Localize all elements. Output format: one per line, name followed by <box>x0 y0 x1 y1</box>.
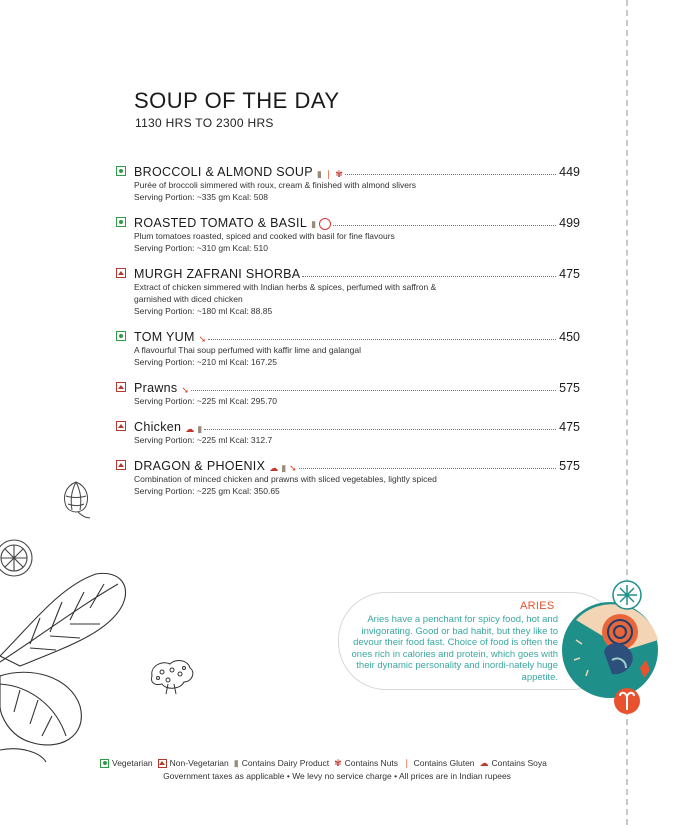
legend-label: Non-Vegetarian <box>169 758 229 768</box>
menu-item-serving: Serving Portion: ~225 gm Kcal: 350.65 <box>134 486 280 496</box>
menu-item-price: 575 <box>559 459 580 473</box>
gluten-icon: ❘ <box>403 757 411 768</box>
legend-non-vegetarian <box>158 758 229 768</box>
nonveg-mark-icon <box>116 421 126 431</box>
menu-item-description: Plum tomatoes roasted, spiced and cooked with basil for fine flavours <box>134 231 395 241</box>
legend-gluten <box>403 758 475 768</box>
menu-item <box>116 162 580 203</box>
dairy-icon: ▮ <box>281 463 287 473</box>
aries-title: ARIES <box>520 600 555 612</box>
veg-mark-icon <box>116 166 126 176</box>
dotted-leader <box>208 339 556 340</box>
dietary-icons <box>317 170 343 179</box>
menu-item-row <box>116 213 580 230</box>
veg-mark-icon <box>116 331 126 341</box>
menu-item-serving: Serving Portion: ~225 ml Kcal: 312.7 <box>134 435 273 445</box>
legend-dairy <box>234 758 329 768</box>
dairy-icon: ▮ <box>311 218 317 229</box>
menu-item <box>116 378 580 407</box>
chili-icon: ➘ <box>198 334 207 344</box>
legend-label: Contains Gluten <box>413 758 475 768</box>
veg-mark-icon <box>100 759 109 768</box>
chili-icon: ➘ <box>181 385 190 395</box>
menu-item-row <box>116 456 580 473</box>
veg-mark-icon <box>116 217 126 227</box>
menu-item <box>116 213 580 254</box>
dietary-icons <box>199 335 207 344</box>
aries-ram-illustration <box>556 580 668 716</box>
dietary-icons <box>311 218 331 230</box>
chili-icon: ➘ <box>289 463 297 473</box>
menu-item-name: MURGH ZAFRANI SHORBA <box>134 267 301 281</box>
menu-item <box>116 327 580 368</box>
nonveg-mark-icon <box>116 268 126 278</box>
soya-icon: ☁ <box>269 463 279 473</box>
soup-menu <box>116 162 580 507</box>
service-hours: 1130 HRS TO 2300 HRS <box>135 116 274 130</box>
legend-label: Contains Nuts <box>344 758 399 768</box>
nonveg-mark-icon <box>158 759 167 768</box>
legend-label: Contains Dairy Product <box>241 758 330 768</box>
menu-item-serving: Serving Portion: ~180 ml Kcal: 88.85 <box>134 306 273 316</box>
legend-vegetarian <box>100 758 153 768</box>
dietary-icons <box>185 425 202 434</box>
dotted-leader <box>299 468 556 469</box>
page-title: SOUP OF THE DAY <box>134 88 340 113</box>
menu-item-name: ROASTED TOMATO & BASIL <box>134 216 308 230</box>
menu-item-row <box>116 378 580 395</box>
mushroom-cluster-illustration <box>146 656 196 696</box>
menu-item-row <box>116 327 580 344</box>
legend-soya <box>480 758 547 768</box>
menu-item-row <box>116 417 580 434</box>
menu-item-description: Extract of chicken simmered with Indian herbs & spices, perfumed with saffron & garnished with diced chicken <box>134 282 437 304</box>
menu-item-price: 450 <box>559 330 580 344</box>
footer-note: Government taxes as applicable • We levy no service charge • All prices are in Indian rupees <box>163 771 511 781</box>
dietary-legend <box>100 758 550 768</box>
menu-item-price: 475 <box>559 267 580 281</box>
dairy-icon: ▮ <box>316 169 322 179</box>
dietary-icons <box>181 386 189 395</box>
menu-item-name: DRAGON & PHOENIX <box>134 459 266 473</box>
menu-item-price: 449 <box>559 165 580 179</box>
artichoke-illustration <box>56 476 96 520</box>
menu-item-price: 499 <box>559 216 580 230</box>
menu-item <box>116 456 580 497</box>
soya-icon: ☁ <box>479 757 489 768</box>
dotted-leader <box>345 174 556 175</box>
dotted-leader <box>204 429 556 430</box>
menu-item-row <box>116 162 580 179</box>
menu-item-name: Chicken <box>134 420 182 434</box>
dotted-leader <box>302 276 556 277</box>
legend-nuts <box>334 758 398 768</box>
menu-item <box>116 417 580 446</box>
menu-item-name: TOM YUM <box>134 330 195 344</box>
dairy-icon: ▮ <box>233 757 239 768</box>
menu-item-price: 575 <box>559 381 580 395</box>
menu-item-description: A flavourful Thai soup perfumed with kaffir lime and galangal <box>134 345 361 355</box>
menu-item-name: Prawns <box>134 381 178 395</box>
special-badge-icon <box>319 218 331 230</box>
nonveg-mark-icon <box>116 382 126 392</box>
soya-icon: ☁ <box>185 424 195 434</box>
legend-label: Vegetarian <box>112 758 153 768</box>
menu-item-serving: Serving Portion: ~210 ml Kcal: 167.25 <box>134 357 277 367</box>
dotted-leader <box>333 225 556 226</box>
dairy-icon: ▮ <box>197 424 203 434</box>
nonveg-mark-icon <box>116 460 126 470</box>
menu-item-serving: Serving Portion: ~225 ml Kcal: 295.70 <box>134 396 277 406</box>
nut-icon: ✾ <box>335 169 343 179</box>
menu-item-serving: Serving Portion: ~335 gm Kcal: 508 <box>134 192 268 202</box>
menu-item <box>116 264 580 317</box>
nut-icon: ✾ <box>334 757 342 768</box>
legend-label: Contains Soya <box>491 758 547 768</box>
menu-item-row <box>116 264 580 281</box>
gluten-icon: ❘ <box>324 169 333 179</box>
leafy-greens-illustration <box>0 566 140 766</box>
menu-item-description: Purée of broccoli simmered with roux, cream & finished with almond slivers <box>134 180 417 190</box>
aries-description: Aries have a penchant for spicy food, hot and invigorating. Good or bad habit, but they like to devour their food fast. Choice of food is often the ones rich in calories and protein, which goes with their dynamic personality and inordi-nately huge appetite. <box>351 614 558 683</box>
menu-item-description: Combination of minced chicken and prawns with sliced vegetables, lightly spiced <box>134 474 437 484</box>
menu-item-name: BROCCOLI & ALMOND SOUP <box>134 165 313 179</box>
menu-item-serving: Serving Portion: ~310 gm Kcal: 510 <box>134 243 268 253</box>
menu-item-price: 475 <box>559 420 580 434</box>
dotted-leader <box>191 390 556 391</box>
dietary-icons <box>269 464 297 473</box>
